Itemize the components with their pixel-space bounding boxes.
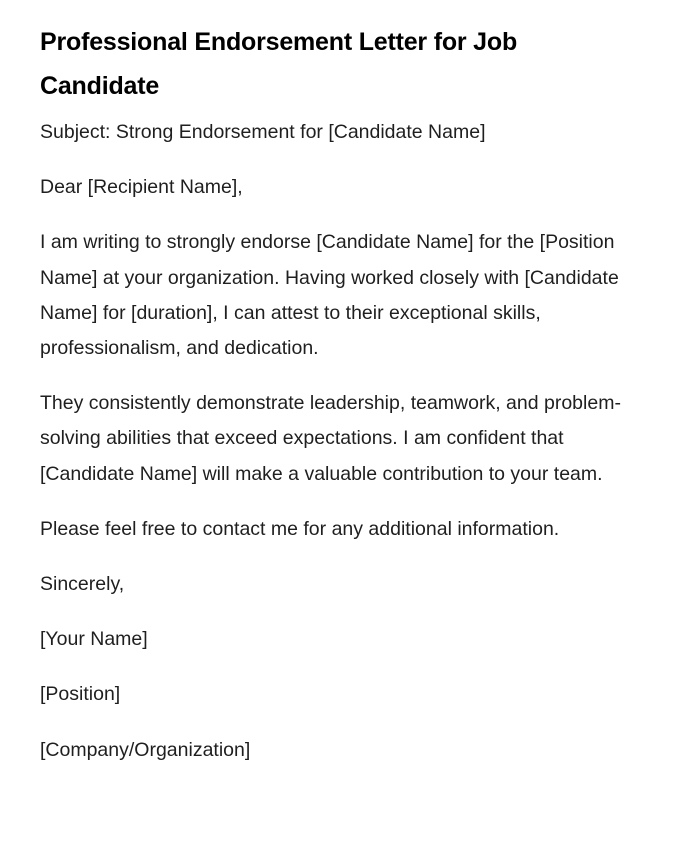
signature-position: [Position] xyxy=(40,683,121,706)
body-paragraph-2: They consistently demonstrate leadership, teamwork, and problem-solving abilities that exceed expectations. I am confident that [Candidate Name] will make a valuable contribution to your team. xyxy=(40,392,621,485)
body-paragraph-1: I am writing to strongly endorse [Candidate Name] for the [Position Name] at your organization. Having worked closely with [Candidate Name] for [duration], I can attest to their exceptional skills, professionalism, and dedication. xyxy=(40,231,619,360)
salutation: Dear [Recipient Name], xyxy=(40,176,243,199)
letter-title: Professional Endorsement Letter for Job Candidate xyxy=(40,28,518,100)
body-paragraph-3: Please feel free to contact me for any additional information. xyxy=(40,517,560,540)
closing: Sincerely, xyxy=(40,573,125,596)
subject-line: Subject: Strong Endorsement for [Candidate Name] xyxy=(40,121,486,143)
signature-name: [Your Name] xyxy=(40,628,148,651)
signature-company: [Company/Organization] xyxy=(40,738,251,761)
